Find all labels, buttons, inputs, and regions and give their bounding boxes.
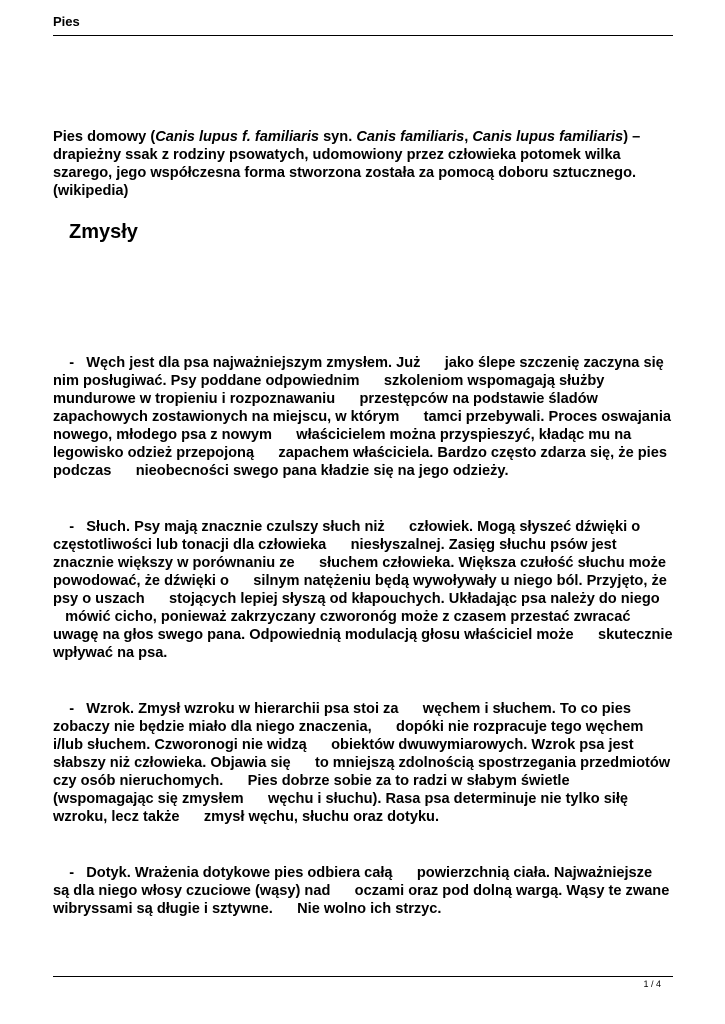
footer-divider bbox=[53, 976, 673, 977]
paragraph-hearing bbox=[53, 518, 678, 662]
paragraph-line: i/lub słuchem. Czworonogi nie widzą obiektów dwuwymiarowych. Wzrok psa jest bbox=[53, 737, 634, 753]
paragraph-line: wibryssami są długie i sztywne. Nie wolno ich strzyc. bbox=[53, 901, 442, 917]
paragraph-line: powodować, że dźwięki o silnym natężeniu będą wywoływały u niego ból. Przyjęto, że bbox=[53, 573, 667, 589]
intro-paragraph bbox=[53, 128, 678, 200]
intro-latin-name-3: Canis lupus familiaris bbox=[472, 129, 624, 145]
paragraph-line: mundurowe w tropieniu i rozpoznawaniu przestępców na podstawie śladów bbox=[53, 391, 598, 407]
intro-text-4: ) – drapieżny ssak z rodziny psowatych, udomowiony przez człowieka potomek wilka szarego, jego współczesna forma stworzona została za pomocą doboru sztucznego. (wikipedia) bbox=[53, 129, 641, 199]
paragraph-line: znacznie większy w porównaniu ze słuchem człowieka. Większa czułość słuchu może bbox=[53, 555, 666, 571]
paragraph-smell bbox=[53, 354, 678, 480]
paragraph-line: - Węch jest dla psa najważniejszym zmysłem. Już jako ślepe szczenię zaczyna się bbox=[53, 355, 664, 371]
paragraph-line: podczas nieobecności swego pana kładzie się na jego odzieży. bbox=[53, 463, 509, 479]
paragraph-line: nim posługiwać. Psy poddane odpowiednim szkoleniom wspomagają służby bbox=[53, 373, 605, 389]
paragraph-line: legowisko odzież przepojoną zapachem właściciela. Bardzo często zdarza się, że pies bbox=[53, 445, 667, 461]
intro-text-2: syn. bbox=[319, 129, 357, 145]
paragraph-line: są dla niego włosy czuciowe (wąsy) nad oczami oraz pod dolną wargą. Wąsy te zwane bbox=[53, 883, 670, 899]
paragraph-line: zobaczy nie będzie miało dla niego znaczenia, dopóki nie rozpracuje tego węchem bbox=[53, 719, 644, 735]
page-header-title: Pies bbox=[53, 14, 80, 29]
intro-text-1: Pies domowy ( bbox=[53, 129, 156, 145]
paragraph-line: słabszy niż człowieka. Objawia się to mniejszą zdolnością spostrzegania przedmiotów bbox=[53, 755, 671, 771]
paragraph-line: mówić cicho, ponieważ zakrzyczany czworonóg może z czasem przestać zwracać bbox=[53, 609, 631, 625]
paragraph-sight bbox=[53, 700, 678, 826]
paragraph-line: psy o uszach stojących lepiej słyszą od kłapouchych. Układając psa należy do niego bbox=[53, 591, 660, 607]
header-divider bbox=[53, 35, 673, 36]
section-title: Zmysły bbox=[69, 221, 138, 243]
paragraph-line: zapachowych zostawionych na miejscu, w którym tamci przebywali. Proces oswajania bbox=[53, 409, 672, 425]
intro-text-3: , bbox=[464, 129, 473, 145]
paragraph-line: wzroku, lecz także zmysł węchu, słuchu oraz dotyku. bbox=[53, 809, 440, 825]
paragraph-line: uwagę na głos swego pana. Odpowiednią modulacją głosu właściciel może skutecznie bbox=[53, 627, 673, 643]
paragraph-line: czy osób nieruchomych. Pies dobrze sobie za to radzi w słabym świetle bbox=[53, 773, 570, 789]
paragraph-line: częstotliwości lub tonacji dla człowieka niesłyszalnej. Zasięg słuchu psów jest bbox=[53, 537, 617, 553]
paragraph-line: - Wzrok. Zmysł wzroku w hierarchii psa stoi za węchem i słuchem. To co pies bbox=[53, 701, 631, 717]
page-number: 1 / 4 bbox=[643, 979, 661, 989]
intro-latin-name-1: Canis lupus f. familiaris bbox=[155, 129, 320, 145]
paragraph-line: - Słuch. Psy mają znacznie czulszy słuch niż człowiek. Mogą słyszeć dźwięki o bbox=[53, 519, 641, 535]
paragraph-line: (wspomagając się zmysłem węchu i słuchu). Rasa psa determinuje nie tylko siłę bbox=[53, 791, 629, 807]
paragraph-line: nowego, młodego psa z nowym właścicielem można przyspieszyć, kładąc mu na bbox=[53, 427, 632, 443]
paragraph-touch bbox=[53, 864, 678, 918]
intro-latin-name-2: Canis familiaris bbox=[356, 129, 465, 145]
paragraph-line: wpływać na psa. bbox=[53, 645, 168, 661]
paragraph-line: - Dotyk. Wrażenia dotykowe pies odbiera całą powierzchnią ciała. Najważniejsze bbox=[53, 865, 653, 881]
